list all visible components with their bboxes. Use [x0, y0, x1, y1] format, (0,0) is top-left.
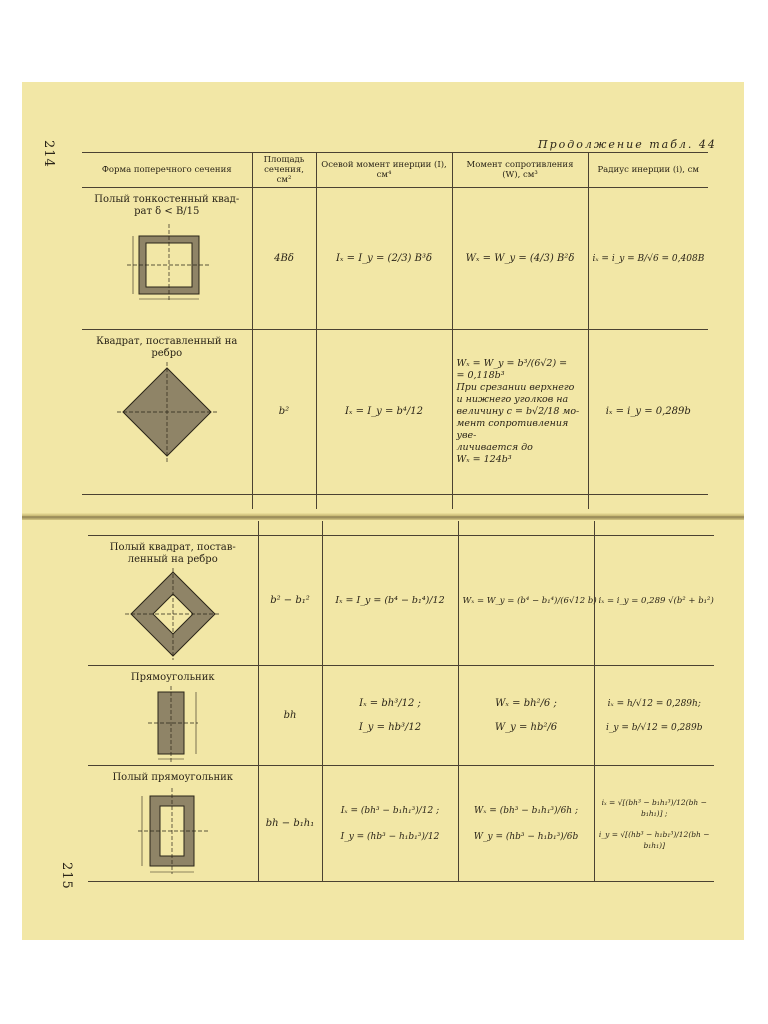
stub-cell — [316, 495, 452, 510]
modulus-line: W_y = (hb³ − h₁b₁³)/6b — [473, 831, 579, 842]
radius-line: i_y = b/√12 = 0,289b — [606, 722, 703, 733]
inertia-line: Iₓ = bh³/12 ; — [359, 697, 421, 709]
modulus-cell — [458, 666, 594, 766]
inertia-cell: Iₓ = I_y = (b⁴ − b₁⁴)/12 — [322, 536, 458, 666]
modulus-line: величину c = b√2/18 мо- — [456, 406, 580, 417]
shape-name: Прямоугольник — [130, 672, 215, 683]
header-modulus: Момент сопротивления (W), см³ — [452, 153, 588, 188]
hollow-rectangle-figure — [128, 786, 218, 876]
stub-cell — [82, 495, 252, 510]
shape-cell — [88, 536, 258, 666]
table-row — [82, 188, 708, 330]
header-radius: Радиус инерции (i), см — [588, 153, 708, 188]
radius-line: i_y = √[(hb³ − h₁b₁³)/12(bh − b₁h₁)] — [598, 829, 710, 850]
radius-cell — [594, 766, 714, 882]
stub-cell — [258, 521, 322, 536]
inertia-line: I_y = (hb³ − h₁b₁³)/12 — [340, 831, 440, 842]
header-area: Площадь сечения, см² — [252, 153, 316, 188]
modulus-cell: Wₓ = W_y = (b⁴ − b₁⁴)/(6√12 b) — [458, 536, 594, 666]
shape-cell — [88, 666, 258, 766]
stub-cell — [252, 495, 316, 510]
header-shape: Форма поперечного сечения — [82, 153, 252, 188]
modulus-line: Wₓ = (bh³ − b₁h₁³)/6h ; — [474, 805, 578, 816]
hollow-square-figure — [119, 220, 215, 302]
modulus-line: мент сопротивления уве- — [456, 418, 569, 441]
modulus-line: личивается до — [456, 442, 533, 453]
properties-table-lower — [88, 521, 714, 882]
radius-cell — [594, 666, 714, 766]
shape-cell — [82, 188, 252, 330]
properties-table-upper — [82, 152, 708, 509]
table-stub-row — [82, 495, 708, 510]
modulus-note — [457, 358, 584, 466]
shape-name: Квадрат, поставленный на ребро — [96, 336, 238, 359]
page-fold — [22, 513, 744, 520]
hollow-square-on-edge-figure — [123, 568, 223, 660]
inertia-cell — [322, 766, 458, 882]
shape-cell — [82, 330, 252, 495]
modulus-line: Wₓ = W_y = b³/(6√2) = — [456, 358, 568, 369]
modulus-cell — [452, 330, 588, 495]
header-inertia: Осевой момент инерции (I), см⁴ — [316, 153, 452, 188]
radius-line: iₓ = h/√12 = 0,289h; — [607, 698, 701, 709]
modulus-line: Wₓ = bh²/6 ; — [495, 697, 557, 709]
stub-cell — [88, 521, 258, 536]
book-page — [22, 82, 744, 940]
page-number-top: 214 — [41, 140, 56, 168]
square-on-edge-figure — [115, 362, 219, 462]
shape-cell — [88, 766, 258, 882]
inertia-cell — [322, 666, 458, 766]
modulus-line: Wₓ = 124b³ — [456, 454, 512, 465]
modulus-cell — [458, 766, 594, 882]
modulus-line: При срезании верхнего — [456, 382, 575, 393]
table-header-row — [82, 153, 708, 188]
modulus-line: и нижнего уголков на — [456, 394, 569, 405]
radius-line: iₓ = √[(bh³ − b₁h₁³)/12(bh − b₁h₁)] ; — [601, 797, 707, 818]
table-row — [82, 330, 708, 495]
inertia-cell: Iₓ = I_y = (2/3) B³δ — [316, 188, 452, 330]
modulus-line: = 0,118b³ — [456, 370, 505, 381]
area-cell: bh — [258, 666, 322, 766]
table-row — [88, 536, 714, 666]
table-stub-row — [88, 521, 714, 536]
area-cell: b² − b₁² — [258, 536, 322, 666]
continuation-caption: Продолжение табл. 44 — [538, 138, 717, 151]
modulus-line: W_y = hb²/6 — [494, 721, 558, 733]
modulus-cell: Wₓ = W_y = (4/3) B²δ — [452, 188, 588, 330]
area-cell: 4Bδ — [252, 188, 316, 330]
radius-cell: iₓ = i_y = 0,289 √(b² + b₁²) — [594, 536, 714, 666]
table-row — [88, 666, 714, 766]
stub-cell — [322, 521, 458, 536]
rectangle-figure — [138, 686, 208, 762]
inertia-line: Iₓ = (bh³ − b₁h₁³)/12 ; — [340, 805, 440, 816]
table-row — [88, 766, 714, 882]
radius-cell: iₓ = i_y = 0,289b — [588, 330, 708, 495]
stub-cell — [452, 495, 588, 510]
shape-name: Полый квадрат, постав-ленный на ребро — [109, 542, 236, 565]
radius-cell: iₓ = i_y = B/√6 = 0,408B — [588, 188, 708, 330]
area-cell: b² — [252, 330, 316, 495]
shape-name: Полый прямоугольник — [112, 772, 234, 783]
inertia-line: I_y = hb³/12 — [358, 721, 422, 733]
inertia-cell: Iₓ = I_y = b⁴/12 — [316, 330, 452, 495]
area-cell: bh − b₁h₁ — [258, 766, 322, 882]
stub-cell — [458, 521, 594, 536]
shape-name: Полый тонкостенный квад-рат δ < B/15 — [94, 194, 240, 217]
page-number-bottom: 215 — [59, 862, 74, 890]
stub-cell — [594, 521, 714, 536]
stub-cell — [588, 495, 708, 510]
